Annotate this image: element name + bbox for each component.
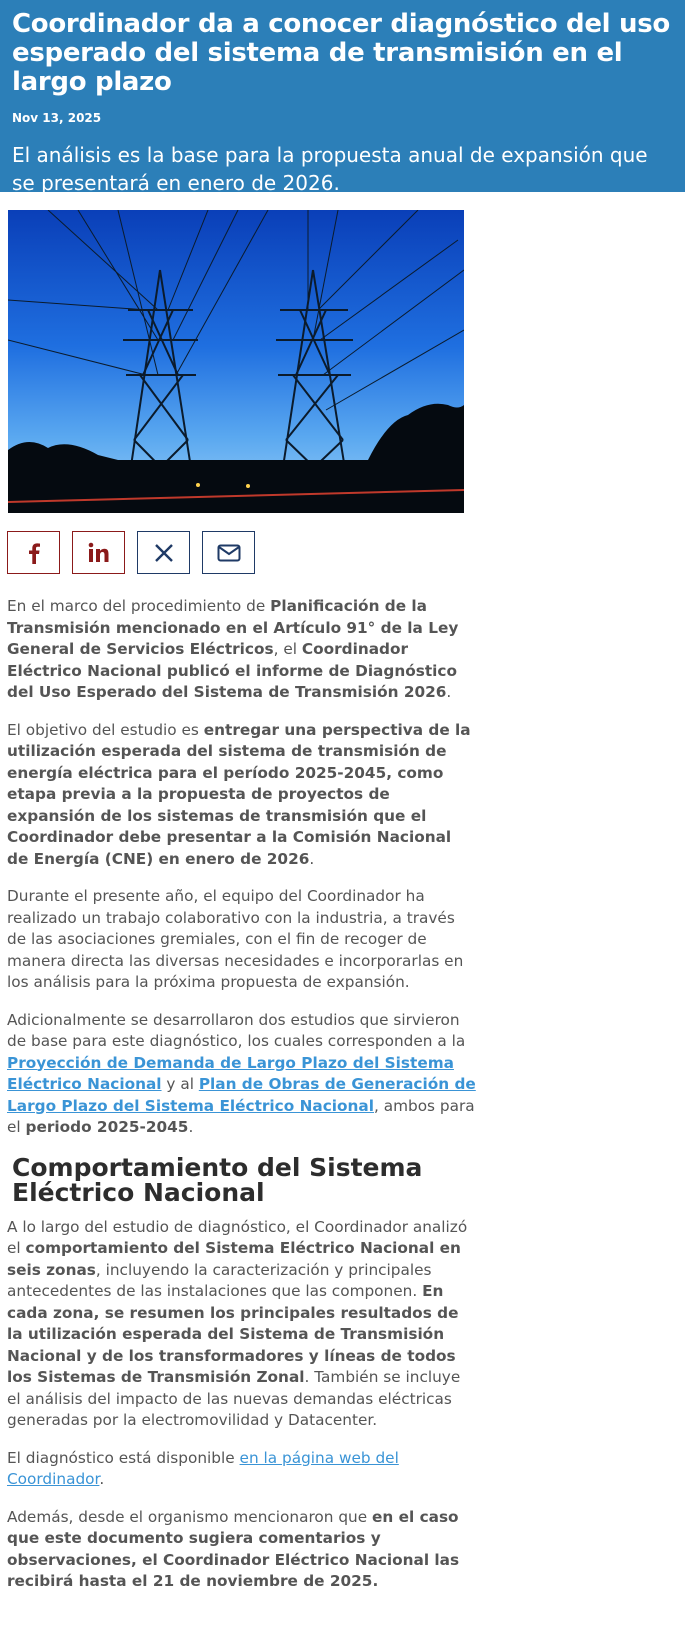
share-bar	[7, 531, 685, 574]
p5-text-3: . También se incluye el análisis del impacto de las nuevas demandas eléctricas generadas por la electromovilidad y Datacenter.	[7, 1368, 461, 1429]
generation-plan-link[interactable]: Plan de Obras de Generación de Largo Plazo del Sistema Eléctrico Nacional	[7, 1075, 476, 1115]
p1-bold-2: Coordinador Eléctrico Nacional publicó el informe de Diagnóstico del Uso Esperado del Sistema de Transmisión 2026	[7, 640, 457, 701]
p7-bold-1: en el caso que este documento sugiera comentarios y observaciones, el Coordinador Eléctrico Nacional las recibirá hasta el 21 de noviembre de 2025.	[7, 1507, 460, 1590]
x-icon	[154, 543, 174, 563]
p1-text-1: En el marco del procedimiento de	[7, 597, 271, 615]
paragraph-5	[7, 1217, 477, 1432]
p1-text-3: .	[446, 683, 452, 701]
p1-bold-1: Planificación de la Transmisión mencionado en el Artículo 91° de la Ley General de Servicios Eléctricos	[7, 597, 459, 658]
paragraph-3: Durante el presente año, el equipo del Coordinador ha realizado un trabajo colaborativo con la industria, a través de las asociaciones gremiales, con el fin de recoger de manera directa las diversas necesidades e incorporarlas en los análisis para la próxima propuesta de expansión.	[7, 887, 464, 991]
facebook-icon	[25, 542, 43, 564]
share-linkedin-button[interactable]	[72, 531, 125, 574]
p4-text-2: y al	[161, 1075, 199, 1093]
p6-text-1: El diagnóstico está disponible	[7, 1448, 240, 1467]
paragraph-2	[7, 720, 477, 871]
p4-text-3: , ambos para el	[7, 1096, 475, 1136]
p5-text-1: A lo largo del estudio de diagnóstico, el Coordinador analizó el	[7, 1217, 468, 1257]
p2-text-2: .	[309, 849, 315, 868]
article-title: Coordinador da a conocer diagnóstico del uso esperado del sistema de transmisión en el largo plazo	[12, 9, 670, 97]
power-lines-photo	[8, 210, 464, 513]
p1-text-2: , el	[273, 640, 302, 658]
p5-text-2: , incluyendo la caracterización y principales antecedentes de las instalaciones que las componen.	[7, 1260, 432, 1300]
article-date: Nov 13, 2025	[12, 111, 102, 125]
share-x-button[interactable]	[137, 531, 190, 574]
article-header	[0, 0, 685, 195]
p4-bold-1: periodo 2025-2045	[25, 1118, 189, 1136]
paragraph-7	[7, 1507, 477, 1593]
email-icon	[217, 544, 241, 562]
p5-bold-2: En cada zona, se resumen los principales resultados de la utilización esperada del Sistema de Transmisión Nacional y de los transformadores y líneas de todos los Sistemas de Transmisión Zonal	[7, 1282, 459, 1386]
p5-bold-1: comportamiento del Sistema Eléctrico Nacional en seis zonas	[7, 1239, 461, 1279]
p6-text-2: .	[99, 1470, 105, 1488]
article-body	[7, 596, 477, 1593]
p2-bold-1: entregar una perspectiva de la utilización esperada del sistema de transmisión de energía eléctrica para el período 2025-2045, como etapa previa a la propuesta de proyectos de expansión de los sistemas de transmisión que el Coordinador debe presentar a la Comisión Nacional de Energía (CNE) en enero de 2026	[7, 720, 471, 868]
share-facebook-button[interactable]	[7, 531, 60, 574]
p4-text-4: .	[188, 1118, 194, 1136]
p4-text-1: Adicionalmente se desarrollaron dos estudios que sirvieron de base para este diagnóstico, los cuales corresponden a la	[7, 1010, 466, 1050]
coordinator-website-link[interactable]: en la página web del Coordinador	[7, 1448, 399, 1488]
paragraph-1	[7, 596, 477, 704]
share-email-button[interactable]	[202, 531, 255, 574]
p2-text-1: El objetivo del estudio es	[7, 720, 204, 739]
paragraph-6	[7, 1448, 477, 1491]
p7-text-1: Además, desde el organismo mencionaron que	[7, 1507, 373, 1526]
paragraph-4	[7, 1010, 477, 1139]
linkedin-icon	[88, 542, 110, 564]
section-heading: Comportamiento del Sistema Eléctrico Nacional	[12, 1152, 423, 1207]
article-subtitle: El análisis es la base para la propuesta anual de expansión que se presentará en enero de 2026.	[12, 143, 648, 195]
demand-projection-link[interactable]: Proyección de Demanda de Largo Plazo del Sistema Eléctrico Nacional	[7, 1053, 454, 1093]
